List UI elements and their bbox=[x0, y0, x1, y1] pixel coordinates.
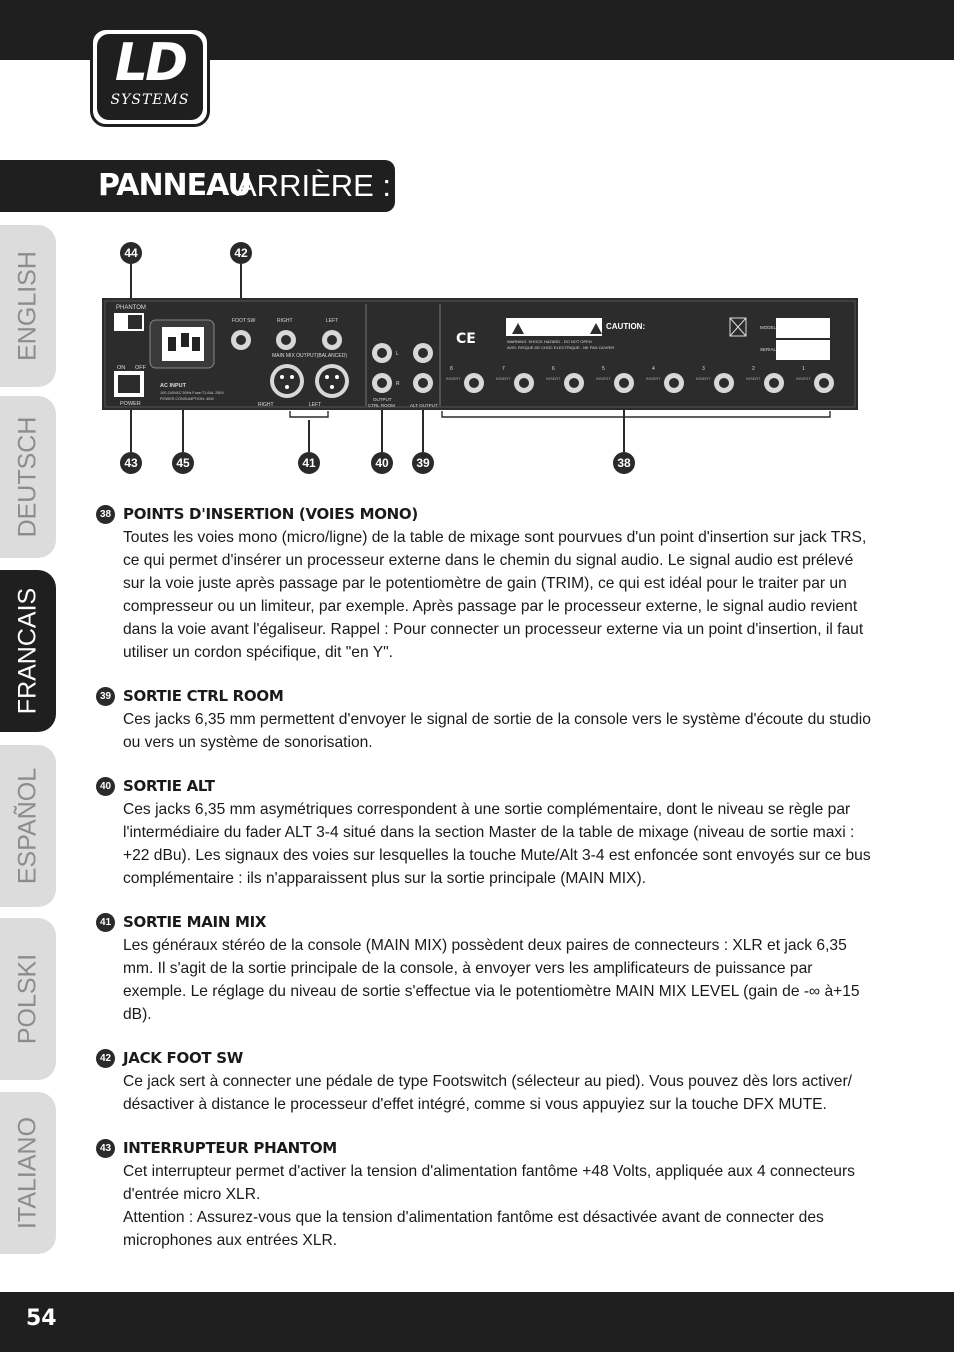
tab-label: ESPAÑOL bbox=[13, 767, 42, 885]
tab-label: FRANCAIS bbox=[13, 587, 42, 715]
page-title-light: ARRIÈRE : bbox=[236, 168, 392, 203]
section-number: 39 bbox=[96, 687, 115, 706]
section-paragraph: Ce jack sert à connecter une pédale de type Footswitch (sélecteur au pied). Vous pouvez dès lors activer/ désactiver à distance le processeur d'effet intégré, comme si vous appuyiez sur la touche DFX MUTE. bbox=[123, 1073, 852, 1113]
section-body bbox=[123, 934, 876, 1026]
avis-text: AVIS: RISQUE DE CHOC ELECTRIQUE - NE PAS OUVRIR bbox=[507, 345, 615, 350]
section-paragraph: Ces jacks 6,35 mm asymétriques correspondent à une sortie complémentaire, dont le niveau se règle par l'intermédiaire du fader ALT 3-4 situé dans la section Master de la table de mixage (niveau de sortie maxi : +22 dBu). Les signaux des voies sur lesquelles la touche Mute/Alt 3-4 est enfoncée sont envoyés sur ce bus complémentaire : ils n'apparaissent plus sur la sortie principale (MAIN MIX). bbox=[123, 801, 871, 887]
callout-41: 41 bbox=[298, 452, 320, 474]
section-paragraph: Toutes les voies mono (micro/ligne) de la table de mixage sont pourvues d'un point d'insertion sur jack TRS, ce qui permet d'insérer un processeur externe dans le chemin du signal audio. Le signal audio est prélevé sur la voie juste après passage par le potentiomètre de gain (TRIM), ce qui est idéal pour le traiter par un compresseur ou un limiteur, par exemple. Après passage par le processeur externe, le signal audio revient dans la voie avant l'égaliseur. Rappel : Pour connecter un processeur externe via un point d'insertion, il faut utiliser un cordon spécifique, dit "en Y". bbox=[123, 529, 867, 661]
section-body bbox=[123, 1070, 876, 1116]
section-title: SORTIE MAIN MIX bbox=[123, 913, 267, 931]
channel-number: 3 bbox=[702, 366, 705, 372]
warning-text: WARNING: SHOCK HAZARD - DO NOT OPEN bbox=[507, 339, 592, 344]
model-label: MODEL bbox=[760, 325, 777, 330]
section-foot-sw bbox=[96, 1047, 876, 1116]
xlr-right-label: RIGHT bbox=[258, 402, 274, 408]
section-number: 38 bbox=[96, 505, 115, 524]
section-paragraph: Les généraux stéréo de la console (MAIN MIX) possèdent deux paires de connecteurs : XLR et jack 6,35 mm. Il s'agit de la sortie principale de la console, à envoyer vers les amplificateurs de puissance par exemple. Le réglage du niveau de sortie s'effectue via le potentiomètre MAIN MIX LEVEL (gain de -∞ à+15 dB). bbox=[123, 937, 860, 1023]
section-title: SORTIE CTRL ROOM bbox=[123, 687, 284, 705]
footer-bar bbox=[0, 1292, 954, 1352]
channel-number: 8 bbox=[450, 366, 453, 372]
l-label: L bbox=[396, 351, 399, 357]
alt-output-label: ALT OUTPUT bbox=[410, 403, 438, 408]
callout-38: 38 bbox=[613, 452, 635, 474]
tab-english[interactable] bbox=[0, 225, 56, 387]
channel-number: 4 bbox=[652, 366, 655, 372]
logo-subtext: SYSTEMS bbox=[110, 92, 190, 108]
tab-label: POLSKI bbox=[13, 953, 42, 1045]
model-plate bbox=[776, 318, 830, 338]
tab-label: DEUTSCH bbox=[13, 416, 42, 538]
section-phantom bbox=[96, 1137, 876, 1252]
section-alt-output bbox=[96, 775, 876, 890]
content-sections bbox=[96, 503, 876, 1273]
section-body bbox=[123, 526, 876, 664]
rear-panel-figure bbox=[100, 240, 860, 480]
insert-label: INSERT bbox=[446, 376, 461, 381]
insert-label: INSERT bbox=[746, 376, 761, 381]
ac-input-label: AC INPUT bbox=[160, 383, 186, 389]
channel-number: 7 bbox=[502, 366, 505, 372]
page-title bbox=[0, 160, 395, 212]
section-number: 41 bbox=[96, 913, 115, 932]
insert-label: INSERT bbox=[596, 376, 611, 381]
section-number: 40 bbox=[96, 777, 115, 796]
insert-label: INSERT bbox=[646, 376, 661, 381]
bracket-lines bbox=[290, 411, 830, 417]
callout-43: 43 bbox=[120, 452, 142, 474]
foot-sw-label: FOOT SW bbox=[232, 318, 256, 324]
xlr-left-label: LEFT bbox=[309, 402, 322, 408]
tab-label: ENGLISH bbox=[13, 251, 42, 361]
tab-polski[interactable] bbox=[0, 918, 56, 1080]
section-title: POINTS D'INSERTION (VOIES MONO) bbox=[123, 505, 418, 523]
main-right-label: RIGHT bbox=[277, 318, 293, 324]
ctrl-room-label: CTRL ROOM bbox=[368, 403, 395, 408]
section-paragraph: Attention : Assurez-vous que la tension d'alimentation fantôme est désactivée avant de connecter des microphones aux entrées XLR. bbox=[123, 1209, 824, 1249]
power-label: POWER bbox=[120, 401, 141, 407]
callout-40: 40 bbox=[371, 452, 393, 474]
r-label: R bbox=[396, 381, 400, 387]
section-title: SORTIE ALT bbox=[123, 777, 215, 795]
section-main-mix bbox=[96, 911, 876, 1026]
section-title: JACK FOOT SW bbox=[123, 1049, 243, 1067]
tab-italiano[interactable] bbox=[0, 1092, 56, 1254]
ac-spec-label: 100-240VAC 50Hz Fuse:T1.6AL 250V bbox=[160, 391, 224, 395]
page-number: 54 bbox=[26, 1306, 57, 1331]
callout-45: 45 bbox=[172, 452, 194, 474]
channel-number: 6 bbox=[552, 366, 555, 372]
section-body bbox=[123, 798, 876, 890]
insert-label: INSERT bbox=[796, 376, 811, 381]
section-insert-points bbox=[96, 503, 876, 664]
section-number: 43 bbox=[96, 1139, 115, 1158]
section-paragraph: Cet interrupteur permet d'activer la tension d'alimentation fantôme +48 Volts, appliquée aux 4 connecteurs d'entrée micro XLR. bbox=[123, 1163, 855, 1203]
page-title-bold: PANNEAU bbox=[98, 168, 251, 203]
main-mix-label: MAIN MIX OUTPUT(BALANCED) bbox=[272, 353, 348, 359]
ld-systems-logo bbox=[90, 27, 210, 127]
on-label: ON bbox=[117, 365, 126, 371]
logo-text: LD bbox=[114, 33, 186, 93]
off-label: OFF bbox=[135, 365, 146, 371]
rear-panel-diagram bbox=[100, 240, 860, 480]
channel-number: 5 bbox=[602, 366, 605, 372]
phantom-label: PHANTOM bbox=[116, 305, 146, 311]
insert-label: INSERT bbox=[696, 376, 711, 381]
section-ctrl-room bbox=[96, 685, 876, 754]
section-body bbox=[123, 708, 876, 754]
caution-label: CAUTION: bbox=[606, 322, 646, 331]
tab-francais[interactable] bbox=[0, 570, 56, 732]
serial-label: SERIAL bbox=[760, 347, 777, 352]
tab-label: ITALIANO bbox=[13, 1116, 42, 1230]
power-consumption-label: POWER CONSUMPTION: 40W bbox=[160, 397, 214, 401]
tab-espanol[interactable] bbox=[0, 745, 56, 907]
section-title: INTERRUPTEUR PHANTOM bbox=[123, 1139, 337, 1157]
insert-label: INSERT bbox=[546, 376, 561, 381]
channel-number: 2 bbox=[752, 366, 755, 372]
channel-number: 1 bbox=[802, 366, 805, 372]
output-label: OUTPUT bbox=[373, 397, 392, 402]
tab-deutsch[interactable] bbox=[0, 396, 56, 558]
callout-44: 44 bbox=[120, 242, 142, 264]
ce-mark: CE bbox=[456, 331, 476, 347]
section-body bbox=[123, 1160, 876, 1252]
callout-39: 39 bbox=[412, 452, 434, 474]
insert-label: INSERT bbox=[496, 376, 511, 381]
serial-plate bbox=[776, 340, 830, 360]
main-left-label: LEFT bbox=[326, 318, 339, 324]
callout-42: 42 bbox=[230, 242, 252, 264]
section-paragraph: Ces jacks 6,35 mm permettent d'envoyer le signal de sortie de la console vers le système d'écoute du studio ou vers un système de sonorisation. bbox=[123, 711, 871, 751]
section-number: 42 bbox=[96, 1049, 115, 1068]
